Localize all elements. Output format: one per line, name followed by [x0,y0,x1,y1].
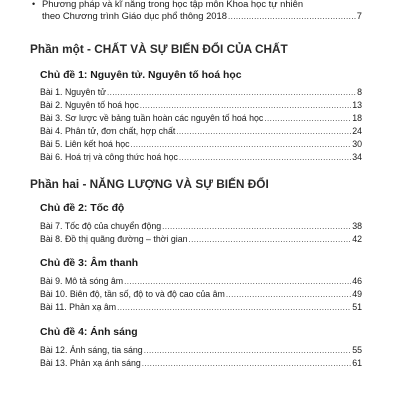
leader-dots [142,359,351,368]
topic-title: Chủ đề 3: Âm thanh [40,258,139,269]
lesson-title: Bài 7. Tốc độ của chuyển động [40,221,162,231]
lesson-title: Bài 8. Đồ thị quãng đường – thời gian [40,234,188,244]
leader-dots [179,153,351,162]
page-number: 30 [352,139,362,149]
page-number: 13 [352,100,362,110]
page-number: 18 [352,113,362,123]
leader-dots [176,127,351,136]
intro-line-1 [32,0,362,10]
leader-dots [124,277,351,286]
page-number: 38 [352,221,362,231]
page-number: 34 [352,152,362,162]
leader-dots [140,101,351,110]
intro-text-line-1: Phương pháp và kĩ năng trong học tập môn Khoa học tự nhiên [42,0,304,9]
lesson-title: Bài 5. Liên kết hoá học [40,139,130,149]
lesson-title: Bài 12. Ánh sáng, tia sáng [40,345,143,355]
lesson-title: Bài 9. Mô tả sóng âm [40,276,124,286]
toc-row[interactable] [40,234,362,246]
page-number: 24 [352,126,362,136]
leader-dots [131,140,352,149]
page-number: 42 [352,234,362,244]
intro-line-2 [32,10,362,23]
lesson-title: Bài 11. Phản xạ âm [40,302,117,312]
intro-text-line-2: theo Chương trình Giáo dục phổ thông 2018 [42,10,227,21]
leader-dots [107,88,356,97]
leader-dots [189,235,352,244]
lesson-title: Bài 2. Nguyên tố hoá học [40,100,139,110]
leader-dots [228,11,356,23]
leader-dots [264,114,351,123]
toc-row[interactable] [40,113,362,125]
toc-row[interactable] [40,139,362,151]
toc-row[interactable] [40,345,362,357]
intro-page-number: 7 [356,10,362,21]
page-number: 61 [352,358,362,368]
page-number: 51 [352,302,362,312]
lesson-title: Bài 4. Phân tử, đơn chất, hợp chất [40,126,176,136]
toc-row[interactable] [40,302,362,314]
page-number: 49 [352,289,362,299]
lesson-title: Bài 13. Phản xạ ánh sáng [40,358,141,368]
leader-dots [117,303,351,312]
lesson-title: Bài 3. Sơ lược về bảng tuần hoàn các nguyên tố hoá học [40,113,264,123]
bullet-icon: • [32,0,36,9]
toc-row[interactable] [40,152,362,164]
toc-row[interactable] [40,100,362,112]
part-title: Phần hai - NĂNG LƯỢNG VÀ SỰ BIẾN ĐỔI [30,177,269,191]
page-number: 55 [352,345,362,355]
toc-row[interactable] [40,276,362,288]
topic-title: Chủ đề 2: Tốc độ [40,203,125,214]
lesson-title: Bài 6. Hoá trị và công thức hoá học [40,152,178,162]
lesson-title: Bài 1. Nguyên tử [40,87,107,97]
toc-row[interactable] [40,87,362,99]
page-number: 46 [352,276,362,286]
page-number: 8 [357,87,362,97]
toc-row[interactable] [40,221,362,233]
toc-row[interactable] [40,289,362,301]
leader-dots [162,222,351,231]
part-title: Phần một - CHẤT VÀ SỰ BIẾN ĐỔI CỦA CHẤT [30,42,288,56]
toc-row[interactable] [40,126,362,138]
topic-title: Chủ đề 1: Nguyên tử. Nguyên tố hoá học [40,70,242,81]
toc-row[interactable] [40,358,362,370]
lesson-title: Bài 10. Biên độ, tần số, độ to và độ cao của âm [40,289,225,299]
topic-title: Chủ đề 4: Ánh sáng [40,327,138,338]
leader-dots [226,290,351,299]
leader-dots [144,346,352,355]
intro-entry [32,0,362,23]
